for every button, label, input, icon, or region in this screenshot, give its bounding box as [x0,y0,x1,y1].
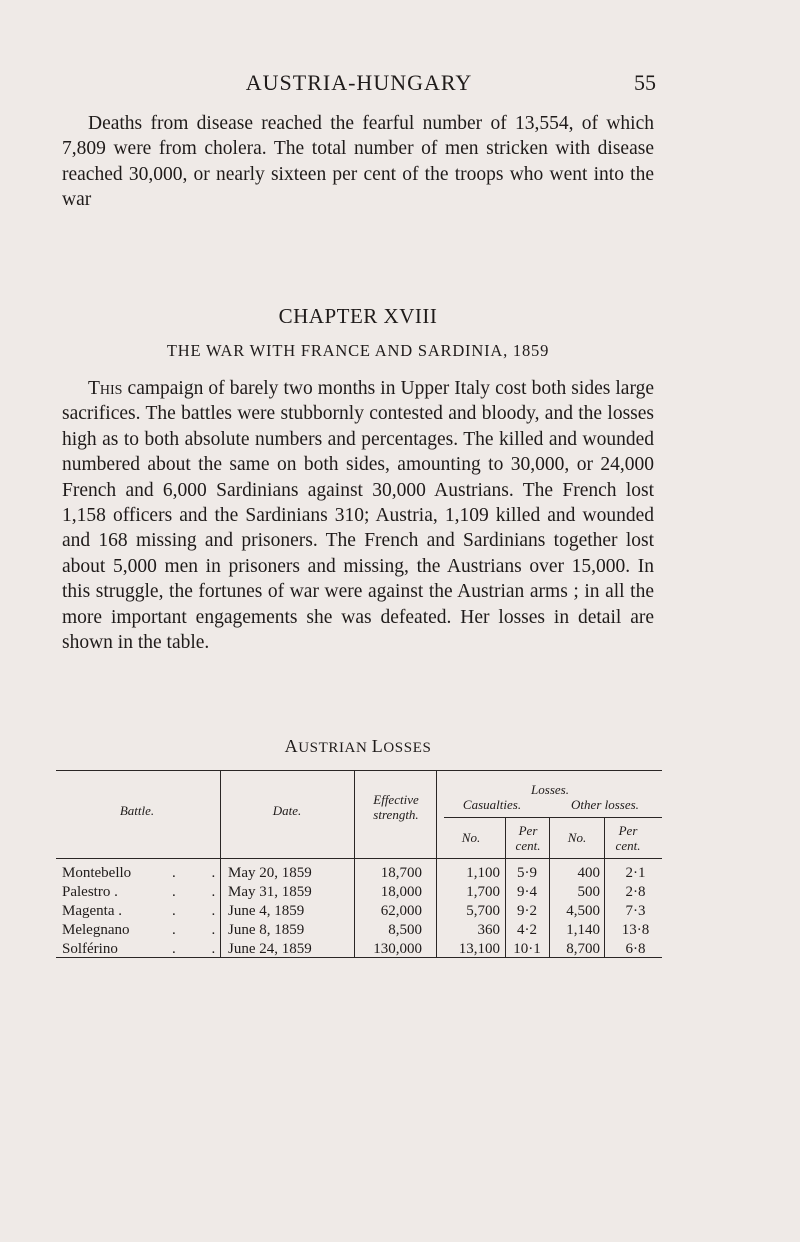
casualties-no-cell: 1,100 [466,865,500,881]
running-title: AUSTRIA-HUNGARY [245,70,473,95]
other-pct-cell: 6·8 [625,941,646,957]
casualties-pct-cell: 9·2 [517,903,537,919]
campaign-paragraph [62,376,654,655]
table-row [62,902,662,921]
date-cell: May 31, 1859 [228,884,312,900]
casualties-pct-cell: 10·1 [513,941,541,957]
chapter-number: CHAPTER XVIII [278,304,438,328]
header-other-losses: Other losses. [571,797,639,812]
strength-cell: 62,000 [380,903,422,919]
casualties-no-cell: 13,100 [458,941,500,957]
table-row [62,883,662,902]
casualties-pct-cell: 4·2 [517,922,537,938]
table-row [62,940,662,959]
date-cell: June 4, 1859 [228,903,305,919]
strength-cell: 18,000 [380,884,422,900]
other-no-cell: 500 [577,884,600,900]
header-bottom-rule [56,858,662,859]
chapter-title: THE WAR WITH FRANCE AND SARDINIA, 1859 [166,341,550,360]
battle-cell: Solférino [62,941,118,957]
table-row [62,864,662,883]
campaign-first-word: This [88,378,123,399]
running-head [62,70,656,100]
other-no-cell: 4,500 [566,903,600,919]
caption-initial-1: A [284,736,299,756]
strength-cell: 18,700 [380,865,422,881]
date-cell: June 8, 1859 [228,922,305,938]
date-cell: May 20, 1859 [228,865,312,881]
intro-paragraph: Deaths from disease reached the fearful number of 13,554, of which 7,809 were from cholera. The total number of men stricken with disease reached 30,000, or nearly sixteen per cent of the troops who went into the war [62,113,654,211]
caption-rest-1: USTRIAN [298,740,372,756]
casualties-pct-cell: 5·9 [517,865,537,881]
top-rule [56,770,662,771]
strength-cell: 8,500 [388,922,422,938]
other-pct-cell: 7·3 [625,903,646,919]
campaign-text: campaign of barely two months in Upper Italy cost both sides large sacrifices. The battles were stubbornly contested and bloody, and the losses high as to both absolute numbers and percentages. The killed and wounded numbered about the same on both sides, amounting to 30,000, or 24,000 French and 6,000 Sardinians against 30,000 Austrians. The French lost 1,158 officers and the Sardinians 310; Austria, 1,109 killed and wounded and 168 missing and prisoners. The French and Sardinians together lost about 5,000 men in prisoners and missing, the Austrians over 15,000. In this struggle, the fortunes of war were against the Austrian arms ; in all the more important engagements she was defeated. Her losses in detail are shown in the table. [62,378,654,654]
battle-cell: Magenta . [62,903,122,919]
leader-dots: . . [172,865,232,881]
header-cas-no: No. [461,830,481,845]
other-no-cell: 400 [577,865,600,881]
table-caption [62,736,654,757]
battle-cell: Montebello [62,865,132,881]
subheader-rule [444,817,662,818]
header-oth-no: No. [567,830,587,845]
casualties-no-cell: 360 [477,922,500,938]
header-oth-pct: Per cent. [615,823,641,853]
caption-rest-2: OSSES [383,740,432,756]
header-cas-pct: Per cent. [515,823,541,853]
casualties-no-cell: 1,700 [466,884,500,900]
page-number: 55 [634,70,656,95]
battle-cell: Melegnano [62,922,130,938]
other-pct-cell: 2·1 [625,865,646,881]
strength-cell: 130,000 [373,941,422,957]
casualties-pct-cell: 9·4 [517,884,537,900]
leader-dots: . . [172,922,232,938]
header-losses: Losses. [531,782,569,797]
header-date: Date. [272,803,302,818]
losses-table [62,770,662,957]
table-row [62,921,662,940]
header-casualties: Casualties. [462,797,522,812]
other-no-cell: 1,140 [566,922,600,938]
leader-dots: . . [172,884,232,900]
other-pct-cell: 2·8 [625,884,646,900]
date-cell: June 24, 1859 [228,941,312,957]
battle-cell: Palestro . [62,884,118,900]
leader-dots: . . [172,903,232,919]
caption-initial-2: L [371,736,384,756]
other-no-cell: 8,700 [566,941,600,957]
header-strength: Effective strength. [373,792,419,822]
leader-dots: . . [172,941,232,957]
header-battle: Battle. [119,803,155,818]
other-pct-cell: 13·8 [621,922,650,938]
casualties-no-cell: 5,700 [466,903,500,919]
